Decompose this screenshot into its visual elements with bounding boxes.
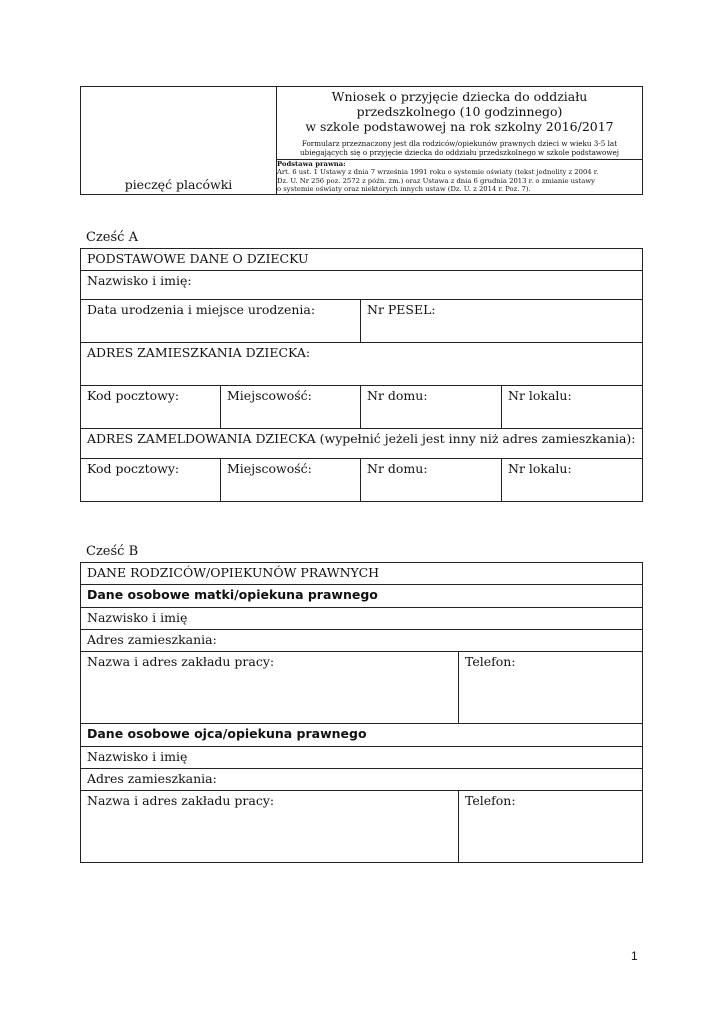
legal-basis-heading: Podstawa prawna: (277, 160, 346, 168)
form-title-cell (277, 87, 643, 160)
father-workplace-field[interactable]: Nazwa i adres zakładu pracy: (81, 791, 459, 863)
residence-apartment-number-field[interactable]: Nr lokalu: (502, 386, 643, 429)
legal-basis-line: o systemie oświaty oraz niektórych innych ustaw (Dz. U. z 2014 r. Poz. 7). (277, 185, 531, 194)
parents-data-heading: DANE RODZICÓW/OPIEKUNÓW PRAWNYCH (81, 563, 643, 585)
page-number: 1 (631, 949, 638, 963)
mother-name-field[interactable]: Nazwisko i imię (81, 608, 643, 630)
residence-address-heading: ADRES ZAMIESZKANIA DZIECKA: (81, 343, 643, 386)
form-purpose (277, 134, 642, 159)
mother-data-heading: Dane osobowe matki/opiekuna prawnego (81, 585, 643, 608)
institution-stamp-area (81, 87, 277, 195)
form-title-line: w szkole podstawowej na rok szkolny 2016/2017 (305, 119, 614, 134)
father-address-field[interactable]: Adres zamieszkania: (81, 769, 643, 791)
residence-house-number-field[interactable]: Nr domu: (361, 386, 502, 429)
purpose-line: Formularz przeznaczony jest dla rodziców/opiekunów prawnych dzieci w wieku 3-5 lat (301, 139, 618, 148)
child-basic-data-heading: PODSTAWOWE DANE O DZIECKU (81, 249, 643, 271)
mother-workplace-field[interactable]: Nazwa i adres zakładu pracy: (81, 652, 459, 724)
part-a-table (80, 248, 643, 502)
father-phone-field[interactable]: Telefon: (459, 791, 643, 863)
child-pesel-field[interactable]: Nr PESEL: (361, 300, 643, 343)
legal-basis (277, 160, 643, 195)
mother-address-field[interactable]: Adres zamieszkania: (81, 630, 643, 652)
registered-postal-code-field[interactable]: Kod pocztowy: (81, 459, 221, 502)
legal-basis-line: Art. 6 ust. 1 Ustawy z dnia 7 września 1991 roku o systemie oświaty (tekst jednolity z 2004 r. (277, 168, 599, 177)
residence-city-field[interactable]: Miejscowość: (221, 386, 361, 429)
child-name-field[interactable]: Nazwisko i imię: (81, 271, 643, 300)
part-b-title: Cześć B (86, 544, 139, 559)
father-name-field[interactable]: Nazwisko i imię (81, 747, 643, 769)
mother-phone-field[interactable]: Telefon: (459, 652, 643, 724)
registered-city-field[interactable]: Miejscowość: (221, 459, 361, 502)
registered-address-heading: ADRES ZAMELDOWANIA DZIECKA (wypełnić jeżeli jest inny niż adres zamieszkania): (81, 429, 643, 459)
form-title-line: przedszkolnego (10 godzinnego) (356, 104, 563, 119)
stamp-label: pieczęć placówki (124, 176, 233, 192)
part-a-title: Cześć A (86, 230, 138, 245)
child-birth-field[interactable]: Data urodzenia i miejsce urodzenia: (81, 300, 361, 343)
form-title-line: Wniosek o przyjęcie dziecka do oddziału (331, 89, 588, 104)
registered-house-number-field[interactable]: Nr domu: (361, 459, 502, 502)
registered-apartment-number-field[interactable]: Nr lokalu: (502, 459, 643, 502)
form-header (80, 86, 643, 195)
purpose-line: ubiegających się o przyjęcie dziecka do oddziału przedszkolnego w szkole podstawowej (300, 148, 619, 157)
father-data-heading: Dane osobowe ojca/opiekuna prawnego (81, 724, 643, 747)
legal-basis-line: Dz. U. Nr 256 poz. 2572 z późn. zm.) oraz Ustawa z dnia 6 grudnia 2013 r. o zmianie ustawy (277, 176, 595, 185)
residence-postal-code-field[interactable]: Kod pocztowy: (81, 386, 221, 429)
part-b-table (80, 562, 643, 863)
form-title (277, 87, 642, 134)
